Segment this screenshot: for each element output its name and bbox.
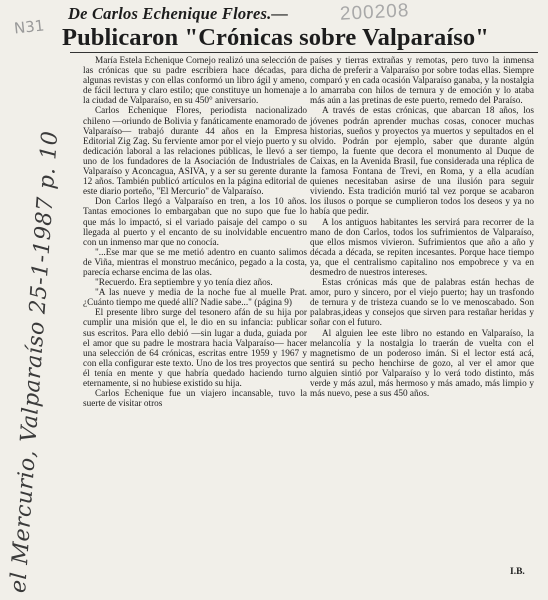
headline-rule <box>70 52 538 53</box>
paragraph: Estas crónicas más que de palabras están hechas de amor, puro y sincero, por el viejo puerto; hay un trasfondo de ternura y de tristeza cuando se lo ve menoscabado. Son palabras,ideas y consejos que sirven para restañar heridas y soñar con el futuro. <box>310 278 534 329</box>
handwritten-source-note: el Mercurio, Valparaíso 25-1-1987 p. 10 <box>6 129 64 594</box>
paragraph: A través de estas crónicas, que abarcan 18 años, los jóvenes podrán aprender muchas cosas, conocer muchas historias, sueños y proyectos ya muertos y sepultados en el olvido. Podrán por ejemplo, saber que durante algún tiempo, la fuente que decora el monumento al Duque de Caixas, en la Avenida Brasil, fue considerada una réplica de la famosa Fontana de Trevi, en Roma, y a ella acudían quienes necesitaban asirse de una ilusión para seguir viviendo. Esta tradición murió tal vez porque se acabaron los ilusos o porque se cumplieron todos los deseos y ya no había que pedir. <box>310 106 534 218</box>
handwritten-corner-mark: N31 <box>13 16 46 38</box>
archive-stamp-number: 200208 <box>339 0 410 25</box>
quote-paragraph: "A las nueve y media de la noche fue al muelle Prat. ¿Cuánto tiempo me quedé allí? Nadie sabe..." (página 9) <box>83 288 307 309</box>
article-column-right <box>310 56 534 399</box>
paragraph: Don Carlos llegó a Valparaíso en tren, a los 10 años. Tantas emociones lo embargaban que no supo que fue lo que más lo impactó, si el variado paisaje del campo o su llegada al puerto y el encanto de su inolvidable encuentro con un inmenso mar que no conocía. <box>83 197 307 248</box>
paragraph: El presente libro surge del tesonero afán de su hija por cumplir una misión que el, le dio en su infancia: publicar sus escritos. Para ello debió —sin lugar a duda, guiada por el amor que su padre le mostrara hacia Valparaíso— hacer una selección de 64 crónicas, escritas entre 1959 y 1967 y con ella configurar este texto. Uno de los tres proyectos que él tenía en mente y que habría quedado haciendo turno eternamente, si no hubiese existido su hija. <box>83 308 307 389</box>
quote-paragraph: "Recuerdo. Era septiembre y yo tenía diez años. <box>95 278 273 289</box>
quote-paragraph: "...Ese mar que se me metió adentro en cuanto salimos de Viña, mientras el monstruo mecánico, pegado a la costa, parecía echarse encima de las olas. <box>83 247 307 278</box>
paragraph: A los antiguos habitantes les servirá para recorrer de la mano de don Carlos, todos los sufrimientos de Valparaíso, que ellos mismos vivieron. Sufrimientos que año a año y década a década, se repiten incesantes. Porque hace tiempo ya, que el centralismo capitalino nos empobrece y va en desmedro de nuestros intereses. <box>310 217 534 278</box>
article-headline: Publicaron "Crónicas sobre Valparaíso" <box>62 24 489 51</box>
paragraph: Carlos Echenique Flores, periodista nacionalizado chileno —oriundo de Bolivia y fanáticamente enamorado de Valparaíso— trabajó durante 44 años en la Empresa Editorial Zig Zag. Su ferviente amor por el viejo puerto y su dedicación laboral a las relaciones públicas, le llevó a ser uno de los fundadores de la Asociación de Industriales de Valparaíso y Aconcagua, ASIVA, y a ser su gerente durante 12 años. También publicó artículos en la página editorial de este diario porteño, "El Mercurio" de Valparaíso. <box>83 106 307 198</box>
paragraph: países y tierras extrañas y remotas, pero tuvo la inmensa dicha de preferir a Valparaíso por sobre todas ellas. Siempre comparó y en cada ocasión Valparaíso ganaba, y la nostalgia lo amarraba con hilos de ternura y de emoción y lo ataba más aún a las pretinas de este puerto, remedo del Paraíso. <box>310 56 534 107</box>
author-initials: I.B. <box>510 567 525 577</box>
article-column-left <box>83 56 307 409</box>
paragraph: María Estela Echenique Cornejo realizó una selección de las crónicas que su padre escribiera hace décadas, para algunas revistas y con ellas conformó un libro ágil y ameno, de fácil lectura y claro estilo; que constituye un homenaje a la ciudad de Valparaíso, en su 450° aniversario. <box>83 56 307 107</box>
article-kicker: De Carlos Echenique Flores.— <box>68 4 289 23</box>
paragraph: Carlos Echenique fue un viajero incansable, tuvo la suerte de visitar otros <box>83 389 307 410</box>
paragraph: Al alguien lee este libro no estando en Valparaíso, la melancolía y la nostalgia lo traerán de vuelta con el magnetismo de un poderoso imán. Si el lector está acá, sentirá su pecho henchirse de gozo, al ver el amor que alguien sintió por Valparaíso y lo verá todo distinto, más verde y más azul, más hermoso y más amado, más limpio y más nuevo, pese a sus 450 años. <box>310 328 534 400</box>
